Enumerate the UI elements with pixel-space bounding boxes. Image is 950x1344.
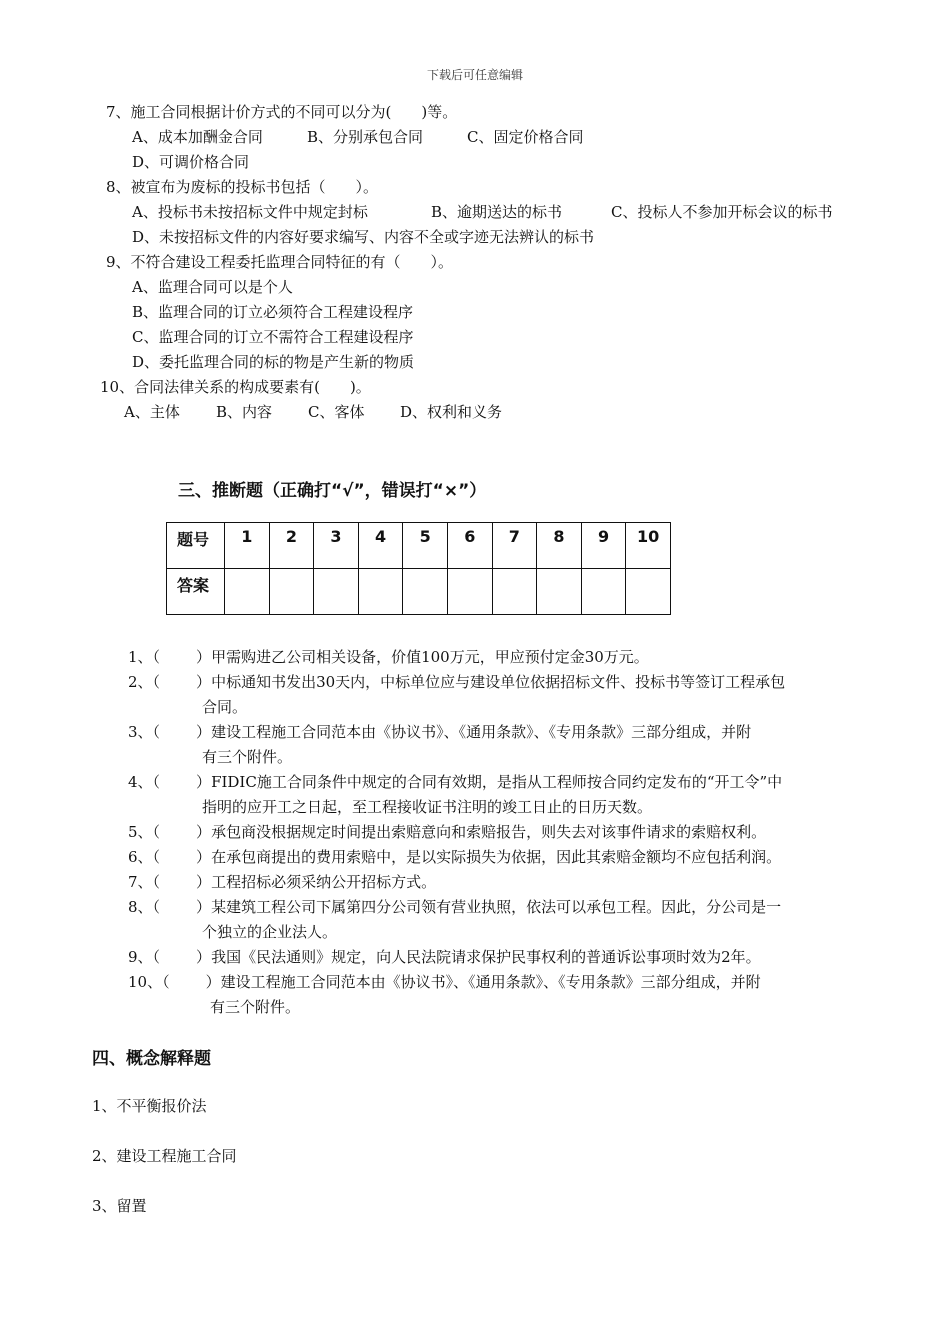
table-answer-cell[interactable] bbox=[447, 569, 492, 615]
table-number-cell: 7 bbox=[492, 523, 537, 569]
table-label-answer: 答案 bbox=[167, 569, 225, 615]
tf-item-paren-close: ） bbox=[196, 648, 212, 666]
table-label-number: 题号 bbox=[167, 523, 225, 569]
question-7-option-a: A、成本加酬金合同 bbox=[132, 128, 263, 146]
tf-item-text: 建设工程施工合同范本由《协议书》、《通用条款》、《专用条款》三部分组成，并附 bbox=[211, 723, 752, 741]
tf-item-8 bbox=[128, 897, 781, 917]
question-9-option-d: D、委托监理合同的标的物是产生新的物质 bbox=[132, 353, 415, 371]
answer-table-answer-row bbox=[167, 569, 671, 615]
tf-item-number: 6、（ bbox=[128, 848, 161, 866]
tf-item-text: 建设工程施工合同范本由《协议书》、《通用条款》、《专用条款》三部分组成，并附 bbox=[220, 973, 761, 991]
table-number-cell: 1 bbox=[225, 523, 270, 569]
tf-item-text: 工程招标必须采纳公开招标方式。 bbox=[211, 873, 437, 891]
tf-item-paren-close: ） bbox=[196, 873, 212, 891]
tf-item-paren-close: ） bbox=[196, 948, 212, 966]
question-9-option-c: C、监理合同的订立不需符合工程建设程序 bbox=[132, 328, 414, 346]
section-3-title: 三、推断题（正确打“√”，错误打“×”） bbox=[178, 481, 487, 501]
table-answer-cell[interactable] bbox=[314, 569, 359, 615]
question-7-option-b: B、分别承包合同 bbox=[307, 128, 424, 146]
tf-item-6 bbox=[128, 847, 781, 867]
tf-item-4 bbox=[128, 772, 782, 792]
tf-item-text: FIDIC施工合同条件中规定的合同有效期，是指从工程师按合同约定发布的“开工令”中 bbox=[211, 773, 783, 791]
concept-item-1: 1、不平衡报价法 bbox=[92, 1097, 207, 1115]
table-number-cell: 8 bbox=[537, 523, 582, 569]
tf-item-number: 8、（ bbox=[128, 898, 161, 916]
question-7-stem: 7、施工合同根据计价方式的不同可以分为( )等。 bbox=[106, 103, 458, 121]
tf-item-number: 3、（ bbox=[128, 723, 161, 741]
tf-item-5 bbox=[128, 822, 766, 842]
tf-item-10 bbox=[128, 972, 761, 992]
concept-item-3: 3、留置 bbox=[92, 1197, 147, 1215]
tf-item-number: 10、（ bbox=[128, 973, 170, 991]
question-10-option-d: D、权利和义务 bbox=[400, 403, 503, 421]
tf-item-paren-close: ） bbox=[196, 823, 212, 841]
tf-item-paren-close: ） bbox=[196, 673, 212, 691]
question-7-option-c: C、固定价格合同 bbox=[467, 128, 584, 146]
question-9-option-a: A、监理合同可以是个人 bbox=[132, 278, 293, 296]
question-10-stem: 10、合同法律关系的构成要素有( )。 bbox=[100, 378, 371, 396]
tf-item-4-continuation: 指明的应开工之日起，至工程接收证书注明的竣工日止的日历天数。 bbox=[202, 798, 653, 816]
tf-item-number: 7、（ bbox=[128, 873, 161, 891]
question-9-option-b: B、监理合同的订立必须符合工程建设程序 bbox=[132, 303, 414, 321]
tf-item-3 bbox=[128, 722, 751, 742]
table-number-cell: 4 bbox=[358, 523, 403, 569]
question-8-option-b: B、逾期送达的标书 bbox=[431, 203, 563, 221]
tf-item-text: 我国《民法通则》规定，向人民法院请求保护民事权利的普通诉讼事项时效为2年。 bbox=[211, 948, 761, 966]
tf-item-number: 2、（ bbox=[128, 673, 161, 691]
table-number-cell: 9 bbox=[581, 523, 626, 569]
tf-item-10-continuation: 有三个附件。 bbox=[210, 998, 301, 1016]
table-number-cell: 10 bbox=[626, 523, 671, 569]
question-10-option-a: A、主体 bbox=[124, 403, 180, 421]
question-7-option-d: D、可调价格合同 bbox=[132, 153, 250, 171]
question-10-option-c: C、客体 bbox=[308, 403, 365, 421]
tf-item-number: 9、（ bbox=[128, 948, 161, 966]
tf-item-7 bbox=[128, 872, 436, 892]
table-number-cell: 6 bbox=[447, 523, 492, 569]
table-number-cell: 5 bbox=[403, 523, 448, 569]
table-answer-cell[interactable] bbox=[403, 569, 448, 615]
question-8-option-c: C、投标人不参加开标会议的标书 bbox=[611, 203, 833, 221]
table-answer-cell[interactable] bbox=[225, 569, 270, 615]
tf-item-9 bbox=[128, 947, 761, 967]
question-8-stem: 8、被宣布为废标的投标书包括（ ）。 bbox=[106, 178, 379, 196]
tf-item-text: 甲需购进乙公司相关设备，价值100万元，甲应预付定金30万元。 bbox=[211, 648, 649, 666]
tf-item-text: 在承包商提出的费用索赔中，是以实际损失为依据，因此其索赔金额均不应包括利润。 bbox=[211, 848, 782, 866]
tf-item-number: 5、（ bbox=[128, 823, 161, 841]
question-9-stem: 9、不符合建设工程委托监理合同特征的有（ ）。 bbox=[106, 253, 454, 271]
tf-item-text: 中标通知书发出30天内，中标单位应与建设单位依据招标文件、投标书等签订工程承包 bbox=[211, 673, 786, 691]
table-answer-cell[interactable] bbox=[492, 569, 537, 615]
question-8-option-a: A、投标书未按招标文件中规定封标 bbox=[132, 203, 368, 221]
tf-item-1 bbox=[128, 647, 649, 667]
concept-item-2: 2、建设工程施工合同 bbox=[92, 1147, 237, 1165]
question-10-option-b: B、内容 bbox=[216, 403, 273, 421]
table-answer-cell[interactable] bbox=[581, 569, 626, 615]
question-8-option-d: D、未按招标文件的内容好要求编写、内容不全或字迹无法辨认的标书 bbox=[132, 228, 595, 246]
tf-item-8-continuation: 个独立的企业法人。 bbox=[202, 923, 338, 941]
table-answer-cell[interactable] bbox=[537, 569, 582, 615]
table-number-cell: 3 bbox=[314, 523, 359, 569]
tf-item-paren-close: ） bbox=[196, 898, 212, 916]
tf-item-paren-close: ） bbox=[196, 848, 212, 866]
table-answer-cell[interactable] bbox=[269, 569, 314, 615]
table-number-cell: 2 bbox=[269, 523, 314, 569]
tf-item-2-continuation: 合同。 bbox=[202, 698, 248, 716]
table-answer-cell[interactable] bbox=[626, 569, 671, 615]
table-answer-cell[interactable] bbox=[358, 569, 403, 615]
section-4-title: 四、概念解释题 bbox=[92, 1049, 211, 1069]
tf-item-text: 某建筑工程公司下属第四分公司领有营业执照，依法可以承包工程。因此，分公司是一 bbox=[211, 898, 782, 916]
tf-item-2 bbox=[128, 672, 785, 692]
tf-item-number: 4、（ bbox=[128, 773, 161, 791]
tf-item-paren-close: ） bbox=[196, 773, 212, 791]
tf-item-number: 1、（ bbox=[128, 648, 161, 666]
answer-table bbox=[166, 522, 671, 615]
page-header-note: 下载后可任意编辑 bbox=[426, 68, 523, 82]
tf-item-text: 承包商没根据规定时间提出索赔意向和索赔报告，则失去对该事件请求的索赔权利。 bbox=[211, 823, 767, 841]
answer-table-number-row bbox=[167, 523, 671, 569]
tf-item-paren-close: ） bbox=[205, 973, 221, 991]
tf-item-3-continuation: 有三个附件。 bbox=[202, 748, 293, 766]
tf-item-paren-close: ） bbox=[196, 723, 212, 741]
